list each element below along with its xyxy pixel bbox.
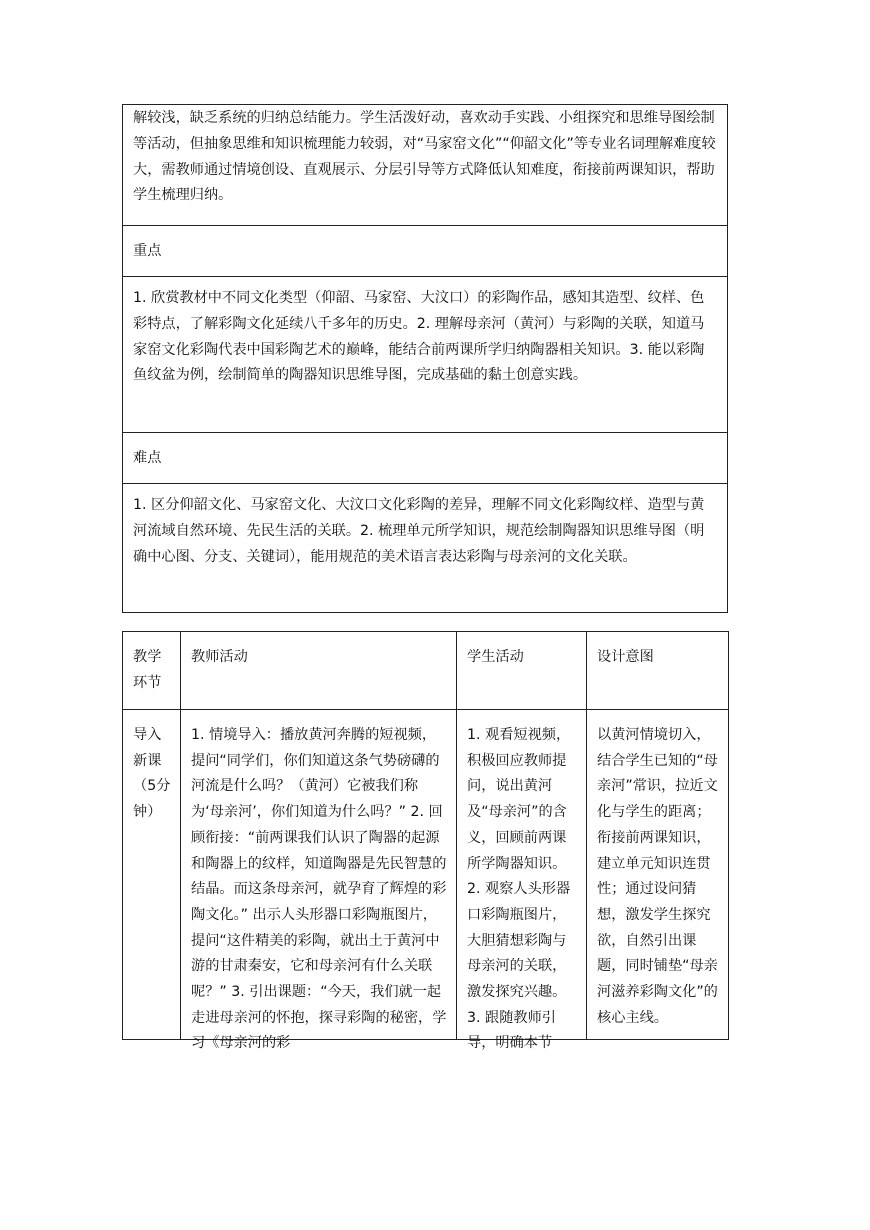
difficult-points-text: 1. 区分仰韶文化、马家窑文化、大汶口文化彩陶的差异，理解不同文化彩陶纹样、造型与黄河流域自然环境、先民生活的关联。2. 梳理单元所学知识，规范绘制陶器知识思维导图（明确中心图、分支、关键词），能用规范的美术语言表达彩陶与母亲河的文化关联。: [133, 497, 705, 565]
header-student: 学生活动: [457, 632, 587, 710]
teacher-activity-cell: 1. 情境导入：播放黄河奔腾的短视频，提问“同学们，你们知道这条气势磅礴的河流是什么吗？（黄河）它被我们称为‘母亲河’，你们知道为什么吗？” 2. 回顾衔接：“前两课我们认识了陶器的起源和陶器上的纹样，知道陶器是先民智慧的结晶。而这条母亲河，就孕育了辉煌的彩陶文化。” 出示人头形器口彩陶瓶图片，提问“这件精美的彩陶，就出土于黄河中游的甘肃秦安，它和母亲河有什么关联呢？” 3. 引出课题：“今天，我们就一起走进母亲河的怀抱，探寻彩陶的秘密，学习《母亲河的彩: [181, 710, 457, 1040]
header-intent: 设计意图: [587, 632, 729, 710]
key-points-label-cell: [123, 226, 728, 277]
key-points-label: 重点: [133, 243, 162, 259]
stage-cell: 导入新课（5分钟）: [123, 710, 181, 1040]
header-stage: 教学环节: [123, 632, 181, 710]
header-teacher: 教师活动: [181, 632, 457, 710]
difficult-points-content-cell: [123, 484, 728, 613]
difficult-points-label: 难点: [133, 450, 162, 466]
learner-analysis-cell: [123, 105, 728, 226]
teaching-process-table: [122, 631, 729, 1052]
key-points-text: 1. 欣赏教材中不同文化类型（仰韶、马家窑、大汶口）的彩陶作品，感知其造型、纹样、色彩特点，了解彩陶文化延续八千多年的历史。2. 理解母亲河（黄河）与彩陶的关联，知道马家窑文化彩陶代表中国彩陶艺术的巅峰，能结合前两课所学归纳陶器相关知识。3. 能以彩陶鱼纹盆为例，绘制简单的陶器知识思维导图，完成基础的黏土创意实践。: [133, 290, 705, 384]
student-activity-cell: 1. 观看短视频，积极回应教师提问，说出黄河及“母亲河”的含义，回顾前两课所学陶器知识。2. 观察人头形器口彩陶瓶图片，大胆猜想彩陶与母亲河的关联，激发探究兴趣。3. 跟随教师引导，明确本节: [457, 710, 587, 1040]
table-header-row: [123, 632, 729, 710]
design-intent-cell: 以黄河情境切入，结合学生已知的“母亲河”常识，拉近文化与学生的距离；衔接前两课知识，建立单元知识连贯性；通过设问猜想，激发学生探究欲，自然引出课题，同时铺垫“母亲河滋养彩陶文化”的核心主线。: [587, 710, 729, 1040]
learner-analysis-text: 解较浅，缺乏系统的归纳总结能力。学生活泼好动，喜欢动手实践、小组探究和思维导图绘制等活动，但抽象思维和知识梳理能力较弱，对“马家窑文化”“仰韶文化”等专业名词理解难度较大，需教师通过情境创设、直观展示、分层引导等方式降低认知难度，衔接前两课知识，帮助学生梳理归纳。: [133, 110, 716, 204]
difficult-points-label-cell: [123, 433, 728, 484]
analysis-table: [122, 104, 728, 613]
key-points-content-cell: [123, 277, 728, 433]
table-row: [123, 710, 729, 1040]
